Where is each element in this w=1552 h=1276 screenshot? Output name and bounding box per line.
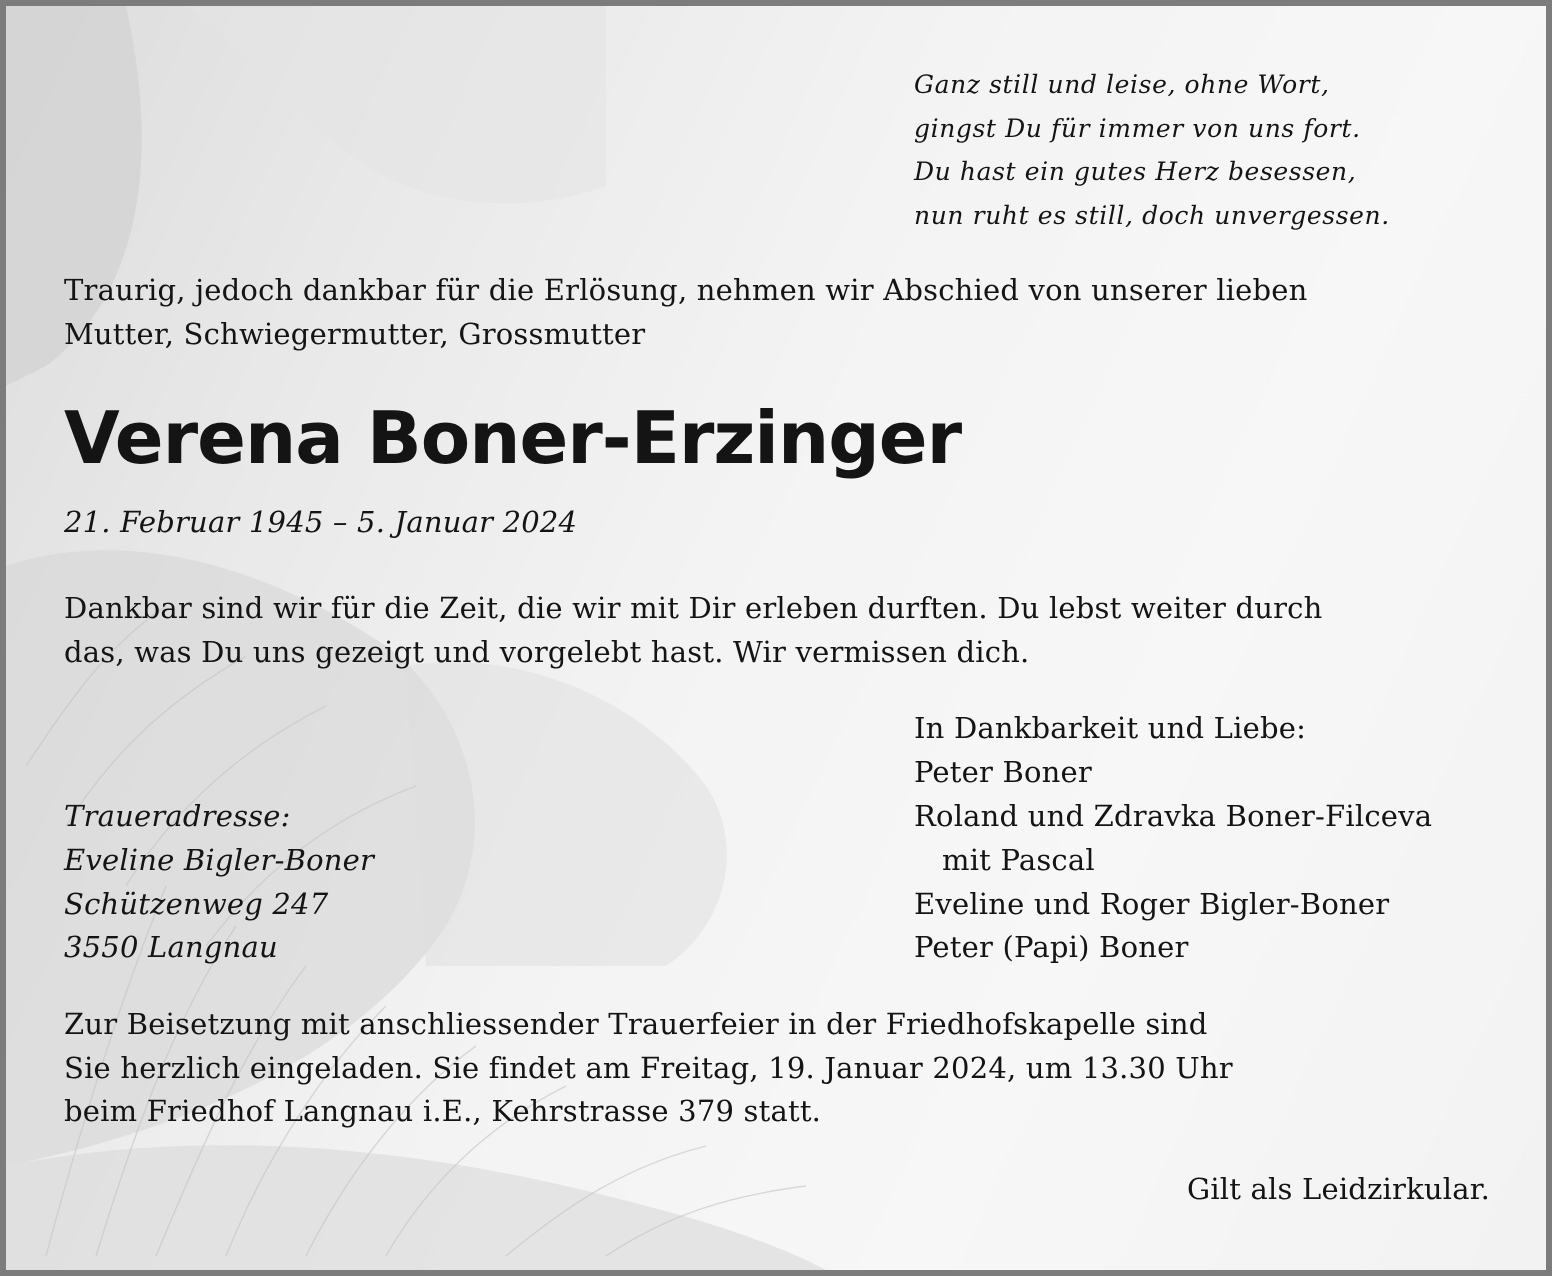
tribute-line-1: Dankbar sind wir für die Zeit, die wir mit Dir erleben durften. Du lebst weiter durch: [64, 591, 1323, 625]
poem-line-3: Du hast ein gutes Herz besessen,: [914, 157, 1357, 186]
family-heading: In Dankbarkeit und Liebe:: [914, 711, 1307, 745]
life-dates: 21. Februar 1945 – 5. Januar 2024: [64, 505, 578, 539]
address-line: Eveline Bigler-Boner: [64, 843, 375, 877]
poem-line-2: gingst Du für immer von uns fort.: [914, 114, 1361, 143]
address-line: 3550 Langnau: [64, 930, 278, 964]
poem-line-1: Ganz still und leise, ohne Wort,: [914, 70, 1330, 99]
funeral-line-2: Sie herzlich eingeladen. Sie findet am Freitag, 19. Januar 2024, um 13.30 Uhr: [64, 1051, 1233, 1085]
family-member: Roland und Zdravka Boner-Filceva: [914, 799, 1433, 833]
address-line: Schützenweg 247: [64, 887, 329, 921]
intro-line-2: Mutter, Schwiegermutter, Grossmutter: [64, 317, 646, 351]
funeral-line-1: Zur Beisetzung mit anschliessender Trauerfeier in der Friedhofskapelle sind: [64, 1007, 1208, 1041]
tribute-line-2: das, was Du uns gezeigt und vorgelebt hast. Wir vermissen dich.: [64, 635, 1030, 669]
poem-line-4: nun ruht es still, doch unvergessen.: [914, 201, 1390, 230]
intro-line-1: Traurig, jedoch dankbar für die Erlösung, nehmen wir Abschied von unserer lieben: [64, 273, 1308, 307]
deceased-name: Verena Boner-Erzinger: [64, 396, 962, 480]
footer-note: Gilt als Leidzirkular.: [1186, 1172, 1490, 1206]
family-member: mit Pascal: [942, 843, 1095, 877]
family-member: Eveline und Roger Bigler-Boner: [914, 887, 1390, 921]
funeral-line-3: beim Friedhof Langnau i.E., Kehrstrasse 379 statt.: [64, 1094, 822, 1128]
family-member: Peter Boner: [914, 755, 1092, 789]
family-member: Peter (Papi) Boner: [914, 930, 1189, 964]
address-label: Traueradresse:: [64, 799, 291, 833]
